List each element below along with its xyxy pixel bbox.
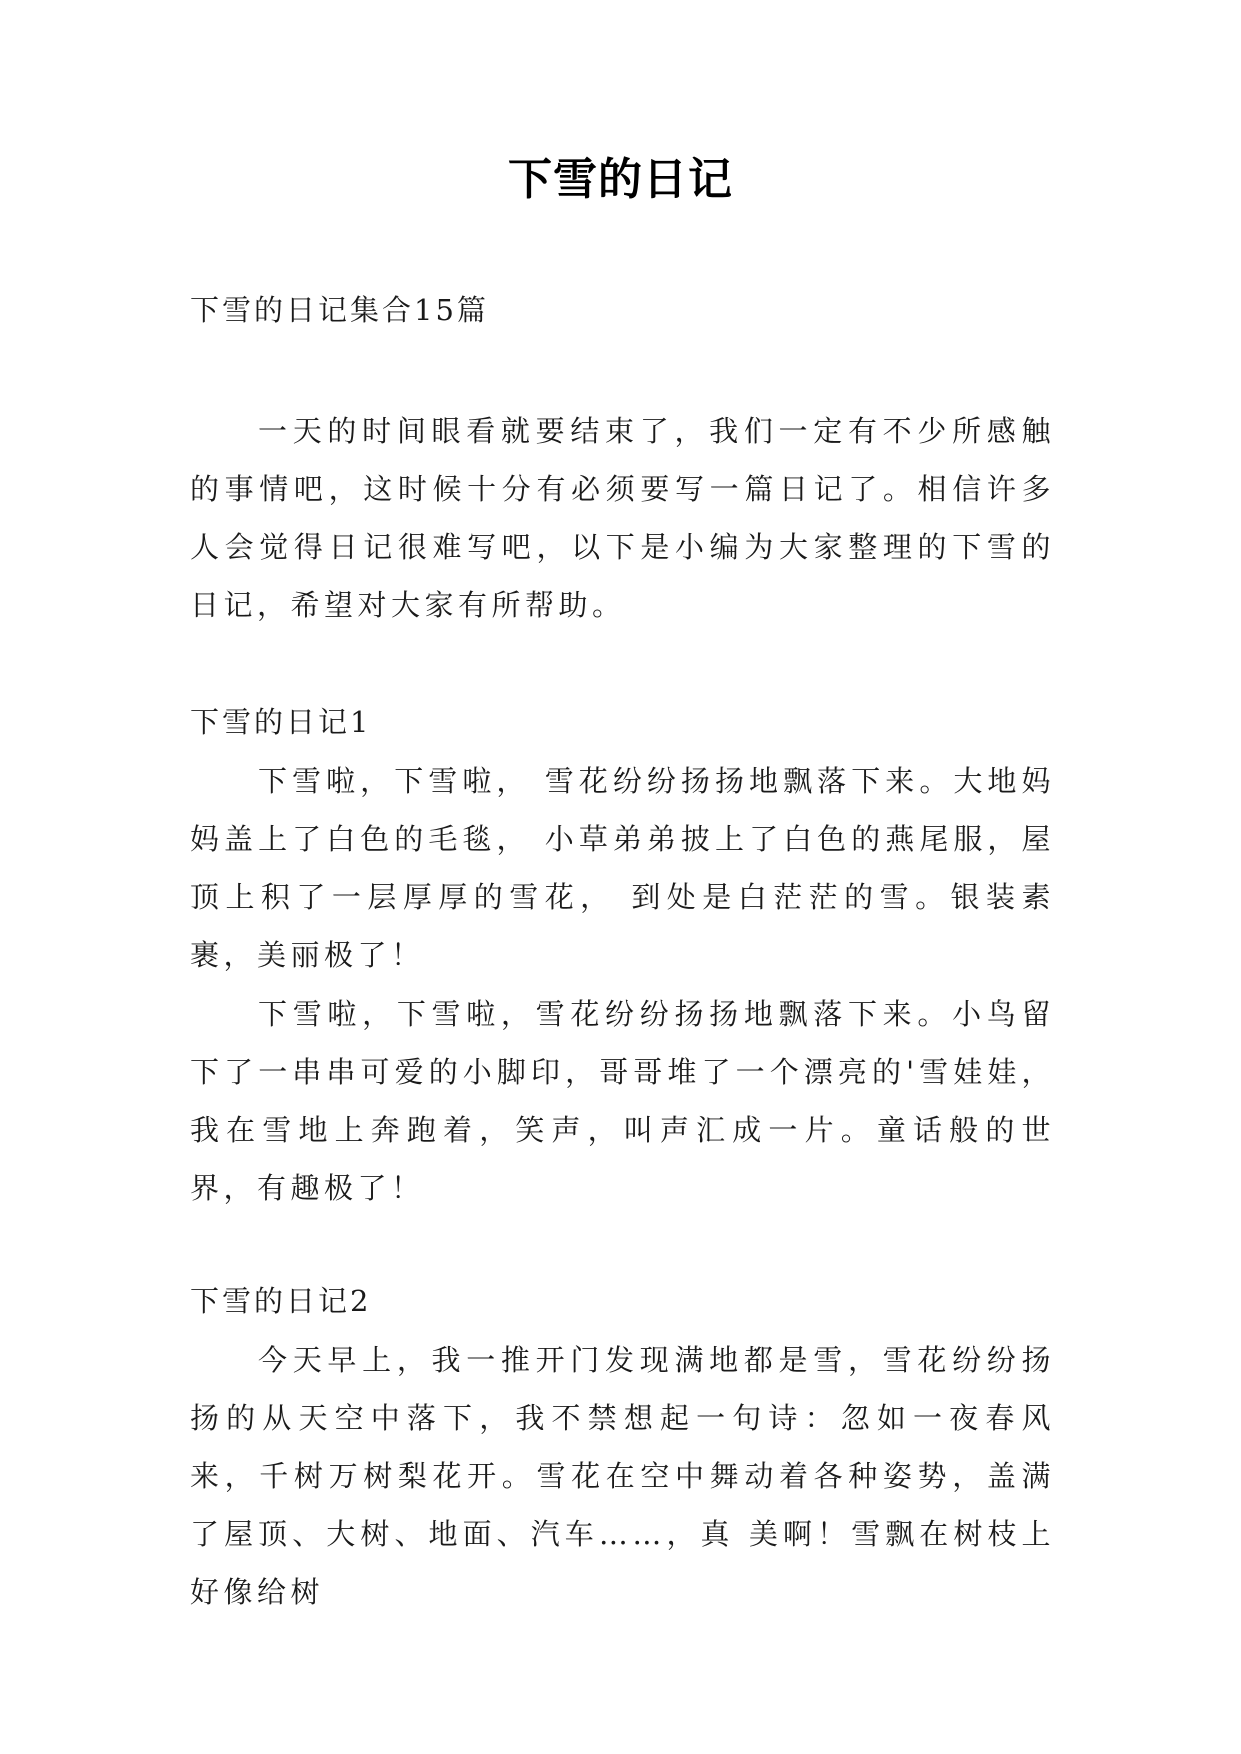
section-2-paragraph-1: 今天早上，我一推开门发现满地都是雪，雪花纷纷扬扬的从天空中落下，我不禁想起一句诗：忽如一夜春风来，千树万树梨花开。雪花在空中舞动着各种姿势，盖满了屋顶、大树、地面、汽车……，真 美啊！雪飘在树枝上好像给树 — [190, 1343, 1055, 1609]
section-1-paragraph-1: 下雪啦，下雪啦， 雪花纷纷扬扬地飘落下来。大地妈妈盖上了白色的毛毯， 小草弟弟披上了白色的燕尾服，屋顶上积了一层厚厚的雪花， 到处是白茫茫的雪。银装素裹，美丽极了！ — [190, 764, 1055, 972]
section-heading-2: 下雪的日记2 — [190, 1284, 372, 1318]
document-subtitle: 下雪的日记集合15篇 — [190, 293, 489, 327]
section-heading-1: 下雪的日记1 — [190, 705, 372, 739]
section-1-paragraph-2: 下雪啦，下雪啦，雪花纷纷扬扬地飘落下来。小鸟留下了一串串可爱的小脚印，哥哥堆了一个漂亮的'雪娃娃，我在雪地上奔跑着，笑声，叫声汇成一片。童话般的世界，有趣极了！ — [190, 997, 1055, 1205]
document-title: 下雪的日记 — [508, 154, 733, 205]
intro-paragraph: 一天的时间眼看就要结束了，我们一定有不少所感触的事情吧，这时候十分有必须要写一篇日记了。相信许多人会觉得日记很难写吧，以下是小编为大家整理的下雪的日记，希望对大家有所帮助。 — [190, 414, 1055, 622]
